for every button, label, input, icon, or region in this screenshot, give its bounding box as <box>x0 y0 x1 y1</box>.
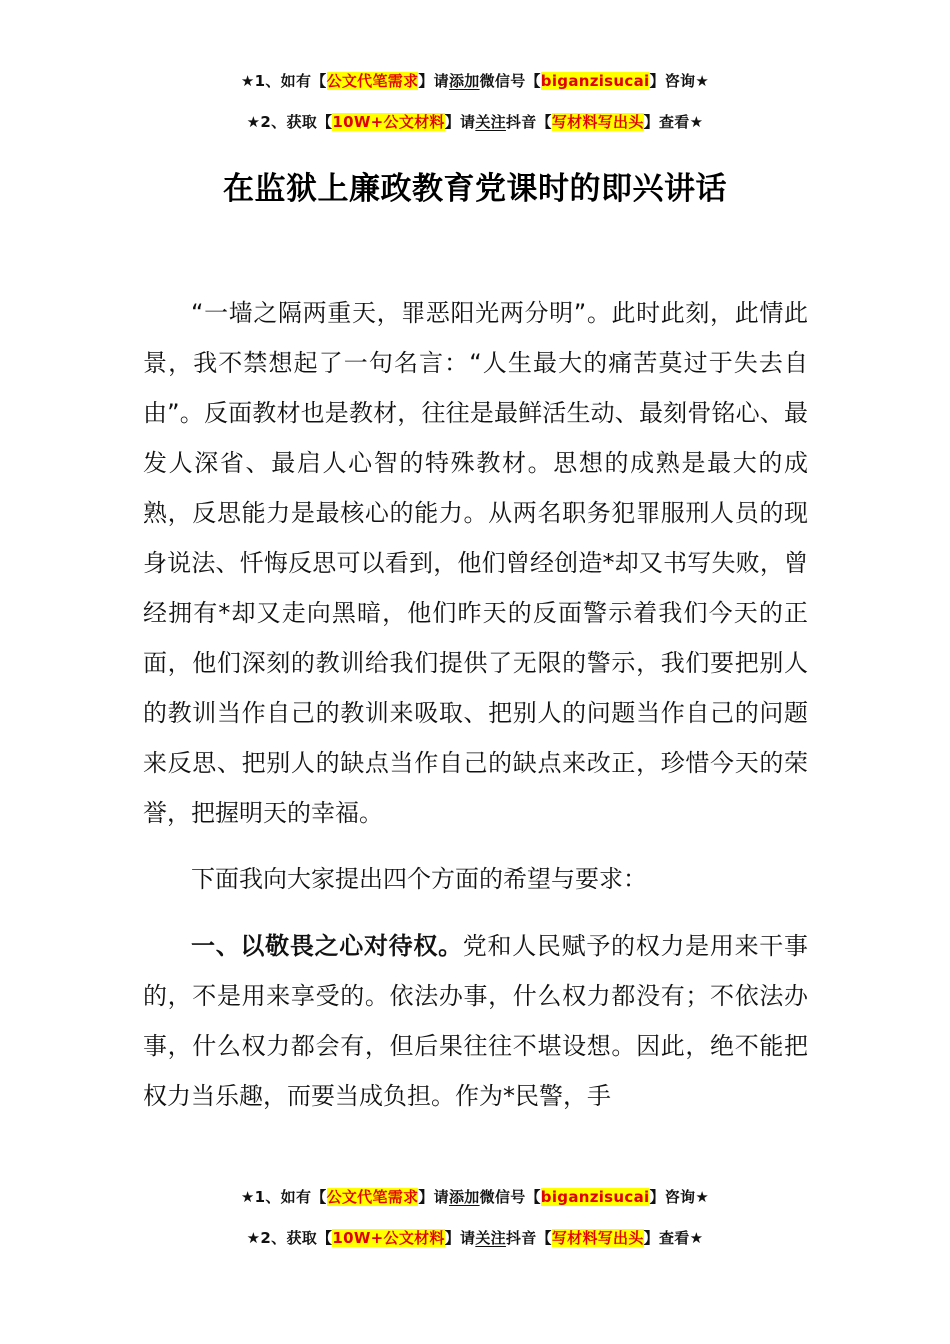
banner-text: 】请 <box>444 1229 476 1247</box>
banner-underlined: 关注 <box>475 1229 506 1247</box>
banner-text: 微信号【 <box>479 72 541 90</box>
banner-text: 】咨询★ <box>649 72 710 90</box>
footer-banner-line-2 <box>0 1227 950 1248</box>
banner-underlined: 添加 <box>448 1188 480 1206</box>
section-paragraph <box>143 921 808 1121</box>
banner-text: 】查看★ <box>643 113 704 131</box>
banner-highlight: 10W+公文材料 <box>332 113 445 131</box>
banner-text: 微信号【 <box>479 1188 541 1206</box>
paragraph: “一墙之隔两重天，罪恶阳光两分明”。此时此刻，此情此景，我不禁想起了一句名言：“人生最大的痛苦莫过于失去自由”。反面教材也是教材，往往是最鲜活生动、最刻骨铭心、最发人深省、最启人心智的特殊教材。思想的成熟是最大的成熟，反思能力是最核心的能力。从两名职务犯罪服刑人员的现身说法、忏悔反思可以看到，他们曾经创造*却又书写失败，曾经拥有*却又走向黑暗，他们昨天的反面警示着我们今天的正面，他们深刻的教训给我们提供了无限的警示，我们要把别人的教训当作自己的教训来吸取、把别人的问题当作自己的问题来反思、把别人的缺点当作自己的缺点来改正，珍惜今天的荣誉，把握明天的幸福。 <box>143 299 808 827</box>
section-heading: 一、以敬畏之心对待权。 <box>191 932 463 960</box>
banner-text: ★1、如有【 <box>240 72 327 90</box>
banner-highlight: biganzisucai <box>540 72 650 90</box>
section-text: 党和人民赋予的权力是用来干事的，不是用来享受的。依法办事，什么权力都没有；不依法办事，什么权力都会有，但后果往往不堪设想。因此，绝不能把权力当乐趣，而要当成负担。作为*民警，手 <box>143 932 809 1110</box>
banner-text: ★1、如有【 <box>240 1188 327 1206</box>
banner-text: ★2、获取【 <box>246 113 333 131</box>
banner-text: ★2、获取【 <box>246 1229 333 1247</box>
banner-highlight: 写材料写出头 <box>551 1229 644 1247</box>
banner-text: 】咨询★ <box>649 1188 710 1206</box>
banner-highlight: 10W+公文材料 <box>332 1229 445 1247</box>
banner-highlight: biganzisucai <box>540 1188 650 1206</box>
banner-highlight: 公文代笔需求 <box>326 1188 419 1206</box>
document-title: 在监狱上廉政教育党课时的即兴讲话 <box>223 171 727 207</box>
header-banner-line-1 <box>0 70 950 91</box>
banner-highlight: 写材料写出头 <box>551 113 644 131</box>
banner-text: 抖音【 <box>505 1229 552 1247</box>
banner-text: 抖音【 <box>505 113 552 131</box>
banner-text: 】请 <box>444 113 476 131</box>
footer-banner-line-1 <box>0 1186 950 1207</box>
banner-underlined: 添加 <box>448 72 480 90</box>
paragraph: 下面我向大家提出四个方面的希望与要求： <box>191 865 647 893</box>
banner-text: 】请 <box>418 1188 449 1206</box>
header-banner-line-2 <box>0 111 950 132</box>
banner-underlined: 关注 <box>475 113 506 131</box>
document-body <box>143 288 808 1121</box>
banner-text: 】查看★ <box>643 1229 704 1247</box>
banner-text: 】请 <box>418 72 449 90</box>
banner-highlight: 公文代笔需求 <box>326 72 419 90</box>
